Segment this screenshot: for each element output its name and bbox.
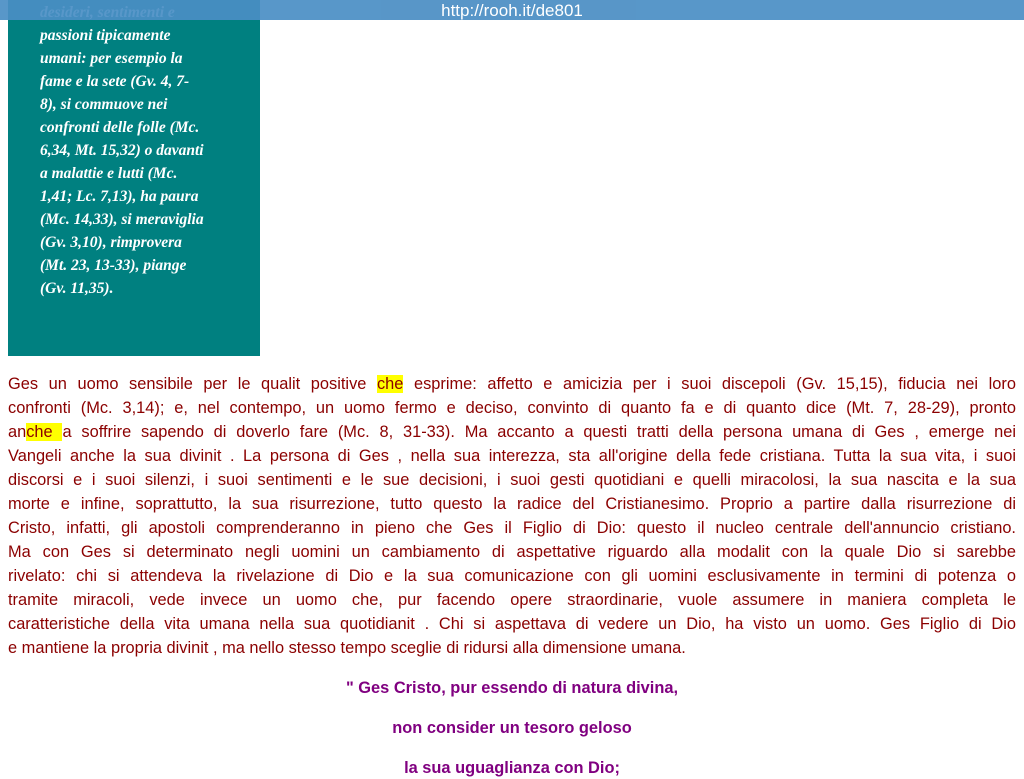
sidebar-box bbox=[8, 0, 260, 356]
paragraph-line bbox=[8, 372, 1016, 396]
text-segment: a soffrire sapendo di doverlo fare (Mc. 8, 31-33). Ma accanto a questi tratti della persona umana di Ges , emerge nei bbox=[62, 423, 1017, 441]
paragraph-line: caratteristiche della vita umana nella sua quotidianit . Chi si aspettava di vedere un Dio, ha visto un uomo. Ges Figlio di Dio bbox=[8, 615, 1016, 633]
sidebar-line: (Gv. 11,35). bbox=[40, 280, 114, 297]
sidebar-line: passioni tipicamente bbox=[40, 27, 171, 44]
search-highlight: che bbox=[26, 423, 63, 441]
sidebar-line: 8), si commuove nei bbox=[40, 96, 168, 113]
paragraph-line: morte e infine, soprattutto, la sua risurrezione, tutto questo la radice del Cristianesimo. Proprio a partire dalla risurrezione di bbox=[8, 495, 1016, 513]
paragraph-line: confronti (Mc. 3,14); e, nel contempo, un uomo fermo e deciso, convinto di quanto fa e di quanto dice (Mt. 7, 28-29), pronto bbox=[8, 399, 1016, 417]
sidebar-line: (Mc. 14,33), si meraviglia bbox=[40, 211, 204, 228]
paragraph-line: rivelato: chi si attendeva la rivelazione di Dio e la sua comunicazione con gli uomini esclusivamente in termini di potenza o bbox=[8, 567, 1016, 585]
paragraph-line: tramite miracoli, vede invece un uomo che, pur facendo opere straordinarie, vuole assumere in maniera completa le bbox=[8, 591, 1016, 609]
quote-line: non consider un tesoro geloso bbox=[392, 719, 632, 737]
paragraph-line: Ma con Ges si determinato negli uomini un cambiamento di aspettative riguardo alla modalit con la quale Dio si sarebbe bbox=[8, 543, 1016, 561]
search-highlight: che bbox=[376, 375, 404, 393]
paragraph-line: e mantiene la propria divinit , ma nello stesso tempo sceglie di ridursi alla dimensione umana. bbox=[8, 639, 686, 657]
address-bar[interactable] bbox=[0, 0, 1024, 20]
text-segment: esprime: affetto e amicizia per i suoi discepoli (Gv. 15,15), fiducia nei loro bbox=[403, 375, 1016, 393]
sidebar-line: a malattie e lutti (Mc. bbox=[40, 165, 178, 182]
text-segment: Ges un uomo sensibile per le qualit positive bbox=[8, 375, 377, 393]
sidebar-text bbox=[40, 0, 236, 300]
address-url[interactable]: http://rooh.it/de801 bbox=[441, 1, 583, 20]
paragraph-line bbox=[8, 420, 1016, 444]
paragraph-line: Cristo, infatti, gli apostoli comprenderanno in pieno che Ges il Figlio di Dio: questo il nucleo centrale dell'annuncio cristiano. bbox=[8, 519, 1016, 537]
quote-line: la sua uguaglianza con Dio; bbox=[404, 759, 620, 777]
sidebar-line: 6,34, Mt. 15,32) o davanti bbox=[40, 142, 204, 159]
sidebar-line: (Gv. 3,10), rimprovera bbox=[40, 234, 182, 251]
sidebar-line: fame e la sete (Gv. 4, 7- bbox=[40, 73, 190, 90]
sidebar-line: (Mt. 23, 13-33), piange bbox=[40, 257, 187, 274]
sidebar-line: 1,41; Lc. 7,13), ha paura bbox=[40, 188, 199, 205]
paragraph-line: discorsi e i suoi silenzi, i suoi sentimenti e le sue decisioni, i suoi gesti quotidiani e quelli miracolosi, la sua nascita e la sua bbox=[8, 471, 1016, 489]
sidebar-line: umani: per esempio la bbox=[40, 50, 183, 67]
sidebar-line: confronti delle folle (Mc. bbox=[40, 119, 200, 136]
paragraph-line: Vangeli anche la sua divinit . La persona di Ges , nella sua interezza, sta all'origine della fede cristiana. Tutta la sua vita, i suoi bbox=[8, 447, 1016, 465]
main-paragraph bbox=[8, 372, 1016, 660]
text-segment: an bbox=[8, 423, 27, 441]
quote-line: " Ges Cristo, pur essendo di natura divina, bbox=[345, 679, 678, 697]
